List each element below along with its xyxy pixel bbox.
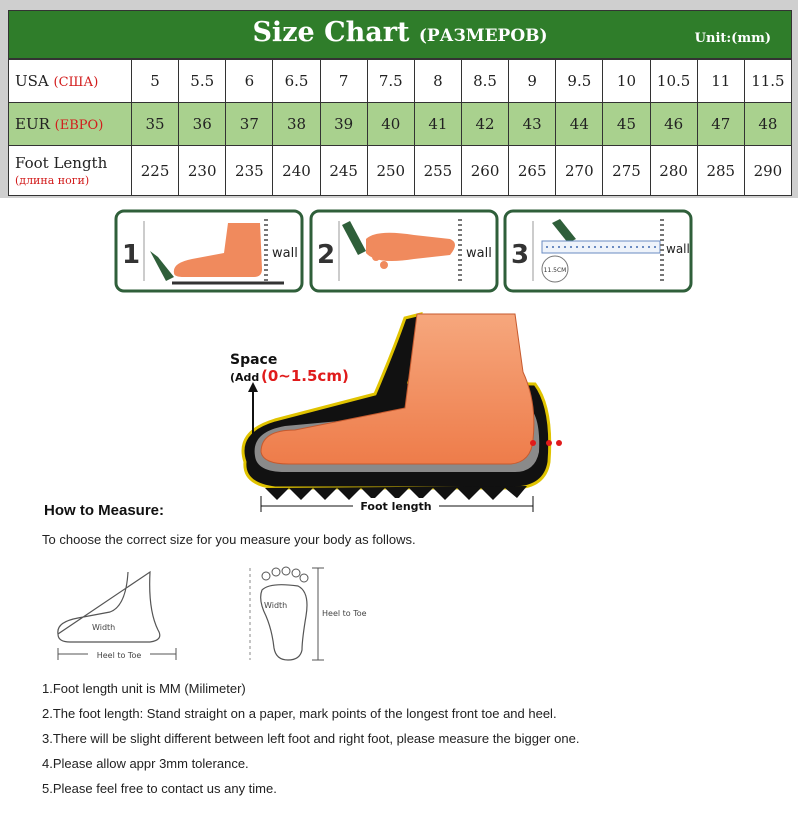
heel-marker [546,440,552,446]
size-cell: 41 [414,103,461,146]
how-to-measure-subtitle: To choose the correct size for you measure your body as follows. [42,532,416,547]
size-row-eur [9,103,792,146]
shoe-sole [265,486,527,500]
step-1-wall-label: wall [272,246,298,261]
size-cell: 5.5 [179,60,226,103]
size-cell: 47 [697,103,744,146]
size-cell: 36 [179,103,226,146]
step-2-toe [380,261,388,269]
size-cell: 8 [414,60,461,103]
step-3-gauge-label: 11.5CM [543,267,567,274]
size-cell: 45 [603,103,650,146]
size-chart-title-text: Size Chart [252,17,410,48]
size-cell: 290 [744,146,791,196]
size-row-label [9,146,132,196]
size-row-label-text: EUR [15,115,50,133]
step-2-number: 2 [317,240,336,270]
size-chart [8,10,792,196]
size-cell: 270 [556,146,603,196]
how-to-measure-title: How to Measure: [44,502,165,519]
size-cell: 6 [226,60,273,103]
size-cell: 7.5 [367,60,414,103]
step-2-toe [366,241,374,249]
size-cell: 6.5 [273,60,320,103]
step-2-wall-label: wall [466,246,492,261]
side-width-label: Width [92,623,116,632]
size-table [8,59,792,196]
size-row-label-text: Foot Length [15,154,108,172]
size-chart-header [8,10,792,59]
size-cell: 10.5 [650,60,697,103]
size-cell: 8.5 [461,60,508,103]
size-cell: 44 [556,103,603,146]
size-cell: 11 [697,60,744,103]
top-toe-icon [292,569,300,577]
top-length-label: Heel to Toe [322,609,367,618]
top-foot-outline [261,585,307,660]
shoe-fit-diagram [215,312,575,517]
note-item: 2.The foot length: Stand straight on a paper, mark points of the longest front toe and heel. [42,706,557,721]
note-item: 1.Foot length unit is MM (Milimeter) [42,681,246,696]
size-cell: 5 [132,60,179,103]
heel-marker [556,440,562,446]
space-add-value: (0~1.5cm) [261,367,349,385]
space-label: Space [230,352,278,368]
size-cell: 235 [226,146,273,196]
size-chart-unit: Unit:(mm) [694,31,771,46]
top-toe-icon [272,568,280,576]
size-cell: 48 [744,103,791,146]
size-cell: 255 [414,146,461,196]
size-row-label [9,60,132,103]
step-1-number: 1 [122,240,141,270]
size-cell: 275 [603,146,650,196]
size-cell: 39 [320,103,367,146]
size-cell: 240 [273,146,320,196]
size-row-foot-length [9,146,792,196]
size-cell: 42 [461,103,508,146]
size-cell: 245 [320,146,367,196]
size-row-label [9,103,132,146]
step-3-wall-label: wall [666,242,690,256]
space-add-label: (Add [230,371,260,384]
size-cell: 11.5 [744,60,791,103]
measure-notes [42,680,579,805]
top-toe-icon [262,572,270,580]
measuring-steps [114,209,694,295]
step-1 [116,211,302,291]
size-cell: 10 [603,60,650,103]
foot-length-label: Foot length [360,500,432,513]
size-cell: 37 [226,103,273,146]
size-chart-title [9,17,791,48]
step-3-number: 3 [511,240,530,270]
size-cell: 46 [650,103,697,146]
size-chart-title-ru: (РАЗМЕРОВ) [418,26,548,46]
measure-diagrams [40,560,400,670]
size-cell: 40 [367,103,414,146]
side-view-diagram [58,572,176,660]
heel-marker [530,440,536,446]
step-3 [505,211,691,291]
note-item: 5.Please feel free to contact us any time. [42,781,277,796]
size-cell: 280 [650,146,697,196]
size-cell: 9.5 [556,60,603,103]
size-cell: 285 [697,146,744,196]
side-length-label: Heel to Toe [96,651,142,660]
top-toe-icon [282,567,290,575]
top-toe-icon [300,574,308,582]
size-row-usa [9,60,792,103]
size-cell: 230 [179,146,226,196]
note-item: 4.Please allow appr 3mm tolerance. [42,756,249,771]
size-row-label-ru: (США) [53,75,99,90]
size-row-label-ru: (длина ноги) [15,174,90,187]
size-cell: 7 [320,60,367,103]
step-2 [311,211,497,291]
size-cell: 265 [509,146,556,196]
size-cell: 38 [273,103,320,146]
top-width-label: Width [264,601,288,610]
note-item: 3.There will be slight different between left foot and right foot, please measure the bigger one. [42,731,580,746]
size-cell: 35 [132,103,179,146]
size-row-label-text: USA [15,72,49,90]
size-row-label-ru: (ЕВРО) [54,118,104,133]
size-cell: 260 [461,146,508,196]
size-cell: 9 [509,60,556,103]
step-2-toe [372,253,380,261]
size-cell: 225 [132,146,179,196]
size-cell: 43 [509,103,556,146]
size-cell: 250 [367,146,414,196]
top-view-diagram [250,567,367,660]
